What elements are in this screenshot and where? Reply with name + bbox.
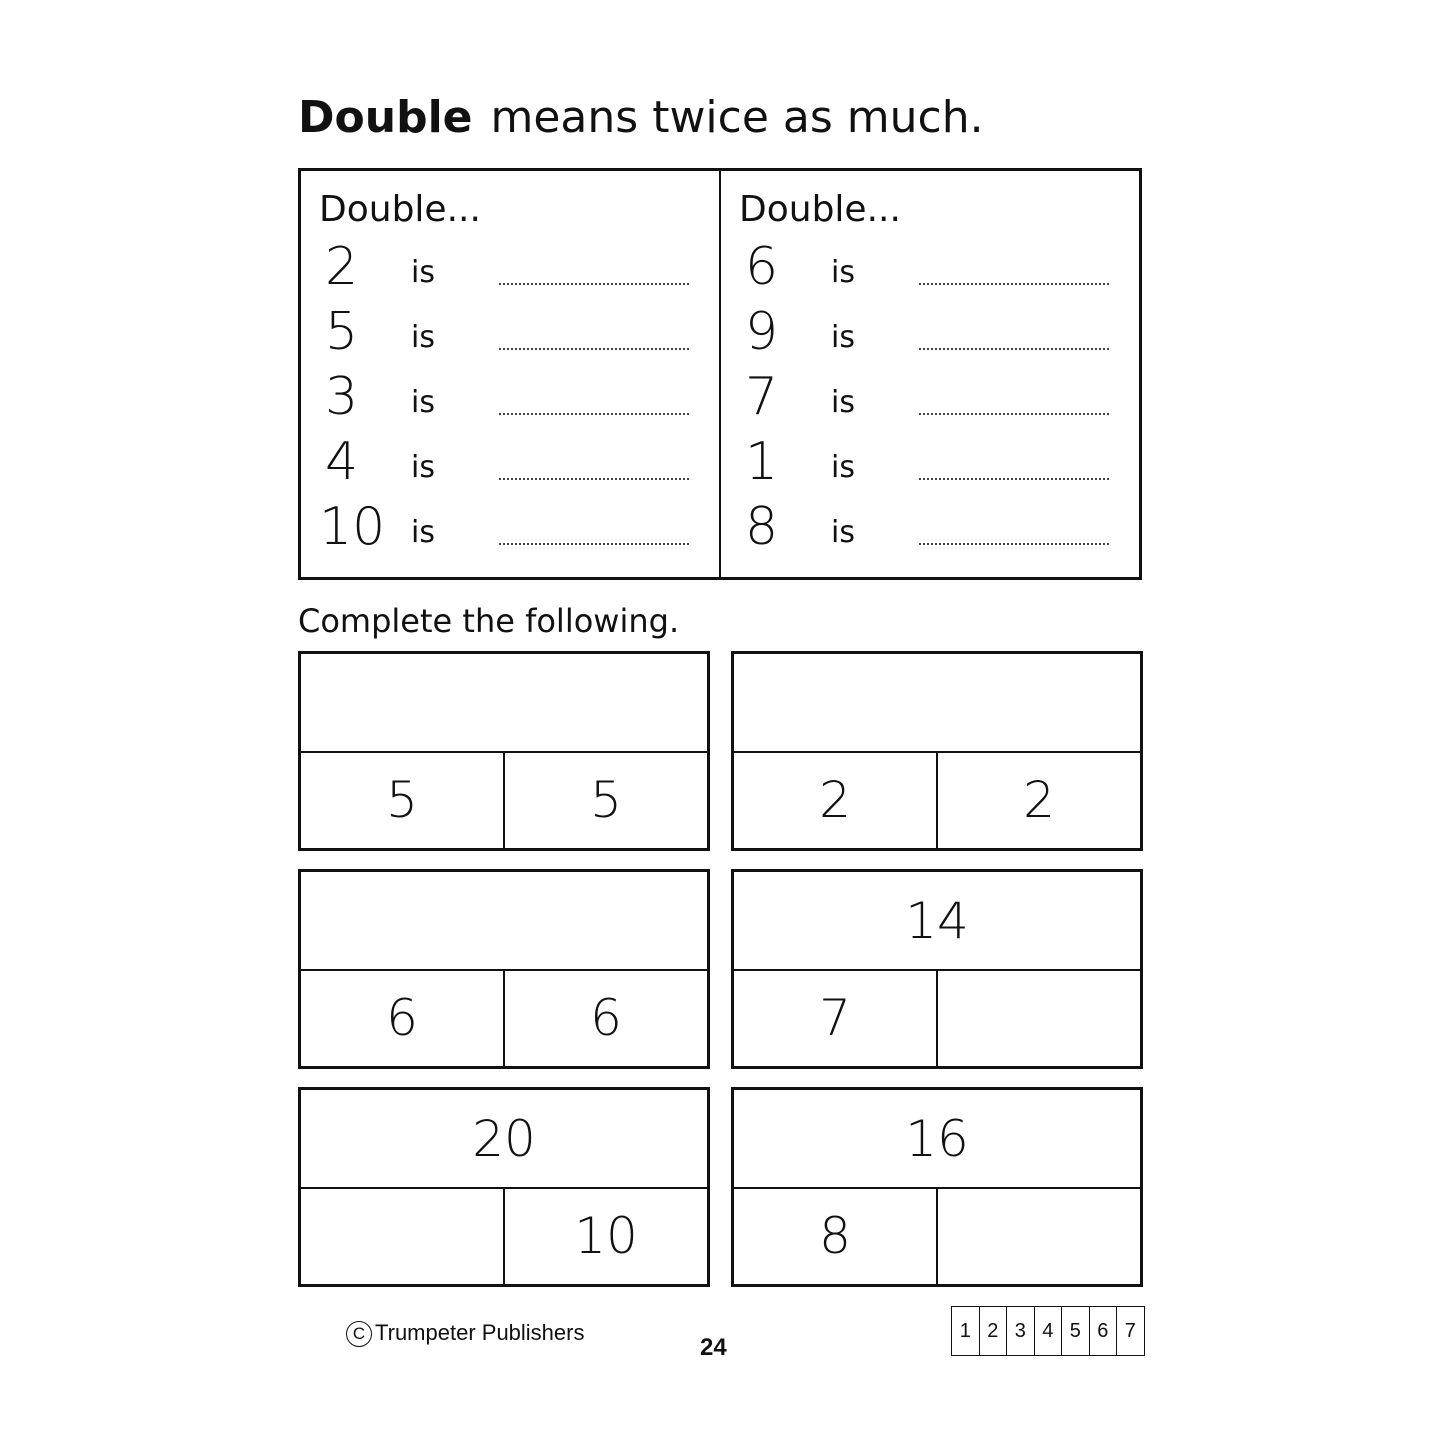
bond-part-left[interactable]: 7: [819, 988, 851, 1047]
bond-whole[interactable]: 20: [301, 1090, 707, 1189]
bond-whole[interactable]: [301, 654, 707, 753]
bond-part-right[interactable]: 10: [503, 1187, 707, 1284]
number-bond: [298, 869, 710, 1069]
answer-line[interactable]: [499, 348, 689, 350]
double-row: [301, 302, 719, 362]
bond-whole[interactable]: 16: [734, 1090, 1140, 1189]
level-cell: 5: [1061, 1307, 1089, 1355]
double-row: [721, 302, 1139, 362]
column-heading: Double...: [739, 189, 901, 230]
bond-whole[interactable]: [301, 872, 707, 971]
answer-line[interactable]: [499, 283, 689, 285]
answer-line[interactable]: [919, 478, 1109, 480]
answer-line[interactable]: [919, 348, 1109, 350]
row-number: 6: [745, 237, 779, 297]
bond-part-left[interactable]: [301, 1187, 503, 1284]
row-number: 9: [745, 302, 779, 362]
level-cell: 6: [1089, 1307, 1117, 1355]
number-bond: [298, 1087, 710, 1287]
instruction-text: Complete the following.: [298, 602, 680, 640]
bond-parts: [734, 751, 1140, 848]
level-cell: 4: [1034, 1307, 1062, 1355]
title-text: means twice as much.: [490, 92, 984, 143]
row-word: is: [831, 320, 855, 355]
row-number: 3: [325, 367, 359, 427]
row-number: 2: [325, 237, 359, 297]
row-word: is: [411, 320, 435, 355]
page-number: 24: [700, 1334, 727, 1361]
row-number: 8: [745, 497, 779, 557]
double-table: [298, 168, 1142, 580]
double-column-right: [719, 171, 1139, 577]
answer-line[interactable]: [919, 283, 1109, 285]
double-row: [301, 497, 719, 557]
bond-part-right[interactable]: [936, 1187, 1140, 1284]
bond-part-right[interactable]: 2: [936, 751, 1140, 848]
double-row: [721, 497, 1139, 557]
level-strip: [951, 1306, 1145, 1356]
bond-whole[interactable]: [734, 654, 1140, 753]
row-word: is: [411, 385, 435, 420]
row-word: is: [831, 515, 855, 550]
row-word: is: [411, 515, 435, 550]
row-number: 7: [745, 367, 779, 427]
answer-line[interactable]: [919, 543, 1109, 545]
row-number: 10: [319, 497, 386, 557]
row-word: is: [831, 255, 855, 290]
bond-part-right[interactable]: 5: [503, 751, 707, 848]
bond-part-left[interactable]: 5: [386, 770, 418, 829]
level-cell: 1: [959, 1319, 971, 1342]
answer-line[interactable]: [919, 413, 1109, 415]
row-number: 1: [745, 432, 779, 492]
level-cell: 7: [1116, 1307, 1144, 1355]
column-heading: Double...: [319, 189, 481, 230]
bond-parts: [301, 1187, 707, 1284]
row-word: is: [411, 255, 435, 290]
number-bond: [731, 651, 1143, 851]
bond-parts: [301, 751, 707, 848]
bond-parts: [734, 969, 1140, 1066]
number-bond: [731, 869, 1143, 1069]
level-cell: 3: [1006, 1307, 1034, 1355]
row-word: is: [831, 385, 855, 420]
bond-part-right[interactable]: 6: [503, 969, 707, 1066]
double-row: [301, 237, 719, 297]
answer-line[interactable]: [499, 543, 689, 545]
number-bond: [731, 1087, 1143, 1287]
double-row: [721, 237, 1139, 297]
page-title: [298, 92, 984, 143]
level-cell: 2: [979, 1307, 1007, 1355]
copyright: [346, 1320, 584, 1347]
title-emphasis: Double: [298, 92, 473, 143]
bond-part-right[interactable]: [936, 969, 1140, 1066]
row-number: 5: [325, 302, 359, 362]
double-row: [721, 367, 1139, 427]
double-row: [301, 367, 719, 427]
number-bond: [298, 651, 710, 851]
row-word: is: [411, 450, 435, 485]
double-row: [721, 432, 1139, 492]
copyright-icon: C: [346, 1321, 372, 1347]
row-number: 4: [325, 432, 359, 492]
row-word: is: [831, 450, 855, 485]
double-row: [301, 432, 719, 492]
bond-part-left[interactable]: 2: [819, 770, 851, 829]
bond-part-left[interactable]: 8: [819, 1206, 851, 1265]
double-column-left: [301, 171, 719, 577]
bond-part-left[interactable]: 6: [386, 988, 418, 1047]
bond-parts: [301, 969, 707, 1066]
answer-line[interactable]: [499, 413, 689, 415]
publisher-name: Trumpeter Publishers: [375, 1320, 585, 1345]
bond-parts: [734, 1187, 1140, 1284]
answer-line[interactable]: [499, 478, 689, 480]
bond-whole[interactable]: 14: [734, 872, 1140, 971]
